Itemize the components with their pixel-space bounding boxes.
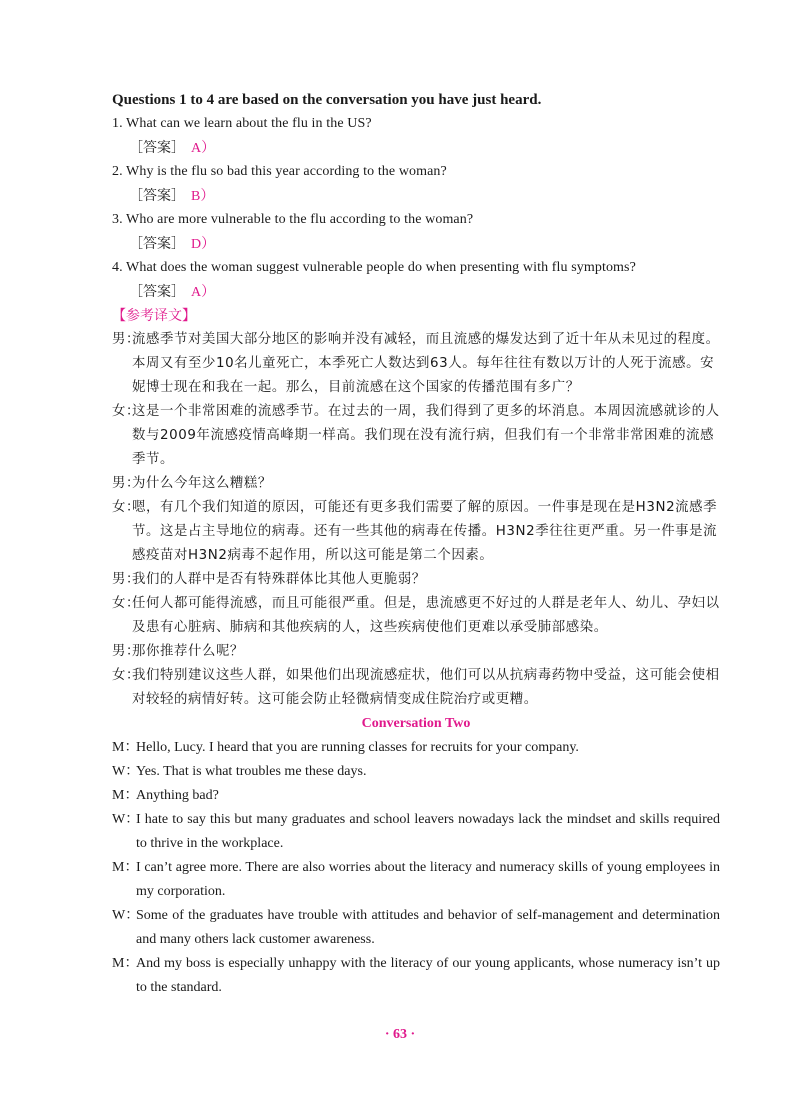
speaker-label: 男： <box>112 572 140 587</box>
translation-text: 我们特别建议这些人群，如果他们出现流感症状，他们可以从抗病毒药物中受益，这可能会使相对较轻的病情好转。这可能会防止轻微病情变成住院治疗或更糟。 <box>132 668 720 707</box>
speaker-label: W： <box>112 764 140 779</box>
conversation-line <box>112 904 720 952</box>
answer-letter: A） <box>191 285 216 300</box>
translation-line <box>112 640 720 664</box>
conversation-line <box>112 760 720 784</box>
conversation-text: And my boss is especially unhappy with the literacy of our young applicants, whose numeracy isn’t up to the standard. <box>136 956 720 995</box>
answer-label: ［答案］ <box>129 188 185 204</box>
conversation-line <box>112 856 720 904</box>
translation-line <box>112 400 720 472</box>
speaker-label: W： <box>112 812 140 827</box>
question-2: 2. Why is the flu so bad this year according to the woman? <box>112 164 447 179</box>
translation-text: 我们的人群中是否有特殊群体比其他人更脆弱？ <box>132 572 426 587</box>
translation-text: 任何人都可能得流感，而且可能很严重。但是，患流感更不好过的人群是老年人、幼儿、孕妇以及患有心脏病、肺病和其他疾病的人，这些疾病使他们更难以承受肺部感染。 <box>132 596 720 635</box>
speaker-label: 女： <box>112 404 140 419</box>
speaker-label: 女： <box>112 668 140 683</box>
answer-label: ［答案］ <box>129 140 185 156</box>
speaker-label: 女： <box>112 596 140 611</box>
speaker-label: M： <box>112 860 139 875</box>
page-content <box>112 88 720 1000</box>
speaker-label: 男： <box>112 476 140 491</box>
translation-text: 这是一个非常困难的流感季节。在过去的一周，我们得到了更多的坏消息。本周因流感就诊的人数与2009年流感疫情高峰期一样高。我们现在没有流行病，但我们有一个非常非常困难的流感季节。 <box>132 404 720 467</box>
question-3: 3. Who are more vulnerable to the flu according to the woman? <box>112 212 474 227</box>
answer-label: ［答案］ <box>129 236 185 252</box>
translation-line <box>112 496 720 568</box>
conversation-line <box>112 952 720 1000</box>
question-4: 4. What does the woman suggest vulnerable people do when presenting with flu symptoms? <box>112 260 636 275</box>
translation-block <box>112 328 720 712</box>
page-number: · 63 · <box>384 1027 416 1042</box>
conversation-text: I can’t agree more. There are also worries about the literacy and numeracy skills of young employees in my corporation. <box>136 860 720 899</box>
answer-2 <box>112 184 720 208</box>
conversation-text: Anything bad? <box>136 788 219 803</box>
translation-text: 流感季节对美国大部分地区的影响并没有减轻，而且流感的爆发达到了近十年从未见过的程度。本周又有至少10名儿童死亡，本季死亡人数达到63人。每年往往有数以万计的人死于流感。安妮博士现在和我在一起。那么，目前流感在这个国家的传播范围有多广？ <box>132 332 720 395</box>
speaker-label: W： <box>112 908 140 923</box>
conversation-text: Hello, Lucy. I heard that you are running classes for recruits for your company. <box>136 740 579 755</box>
conversation-title: Conversation Two <box>361 716 471 731</box>
answer-4 <box>112 280 720 304</box>
translation-line <box>112 568 720 592</box>
translation-text: 那你推荐什么呢？ <box>132 644 244 659</box>
answer-label: ［答案］ <box>129 284 185 300</box>
conversation-text: Yes. That is what troubles me these days. <box>136 764 367 779</box>
conversation-line <box>112 808 720 856</box>
translation-title: 【参考译文】 <box>112 308 196 324</box>
question-1: 1. What can we learn about the flu in the US? <box>112 116 372 131</box>
translation-text: 为什么今年这么糟糕？ <box>132 476 272 491</box>
conversation-line <box>112 784 720 808</box>
translation-line <box>112 664 720 712</box>
speaker-label: M： <box>112 788 139 803</box>
translation-line <box>112 328 720 400</box>
answer-1 <box>112 136 720 160</box>
questions-heading: Questions 1 to 4 are based on the conversation you have just heard. <box>112 92 542 108</box>
question-list <box>112 112 720 304</box>
conversation-block <box>112 736 720 1000</box>
translation-line <box>112 472 720 496</box>
translation-text: 嗯，有几个我们知道的原因，可能还有更多我们需要了解的原因。一件事是现在是H3N2流感季节。这是占主导地位的病毒。还有一些其他的病毒在传播。H3N2季往往更严重。另一件事是流感疫苗对H3N2病毒不起作用，所以这可能是第二个因素。 <box>132 500 718 563</box>
speaker-label: M： <box>112 956 139 971</box>
speaker-label: M： <box>112 740 139 755</box>
answer-letter: B） <box>191 189 215 204</box>
speaker-label: 男： <box>112 644 140 659</box>
conversation-text: Some of the graduates have trouble with attitudes and behavior of self-management and determination and many others lack customer awareness. <box>136 908 720 947</box>
answer-letter: D） <box>191 237 216 252</box>
speaker-label: 男： <box>112 332 140 347</box>
translation-line <box>112 592 720 640</box>
speaker-label: 女： <box>112 500 140 515</box>
answer-3 <box>112 232 720 256</box>
conversation-text: I hate to say this but many graduates and school leavers nowadays lack the mindset and skills required to thrive in the workplace. <box>136 812 720 851</box>
conversation-line <box>112 736 720 760</box>
answer-letter: A） <box>191 141 216 156</box>
